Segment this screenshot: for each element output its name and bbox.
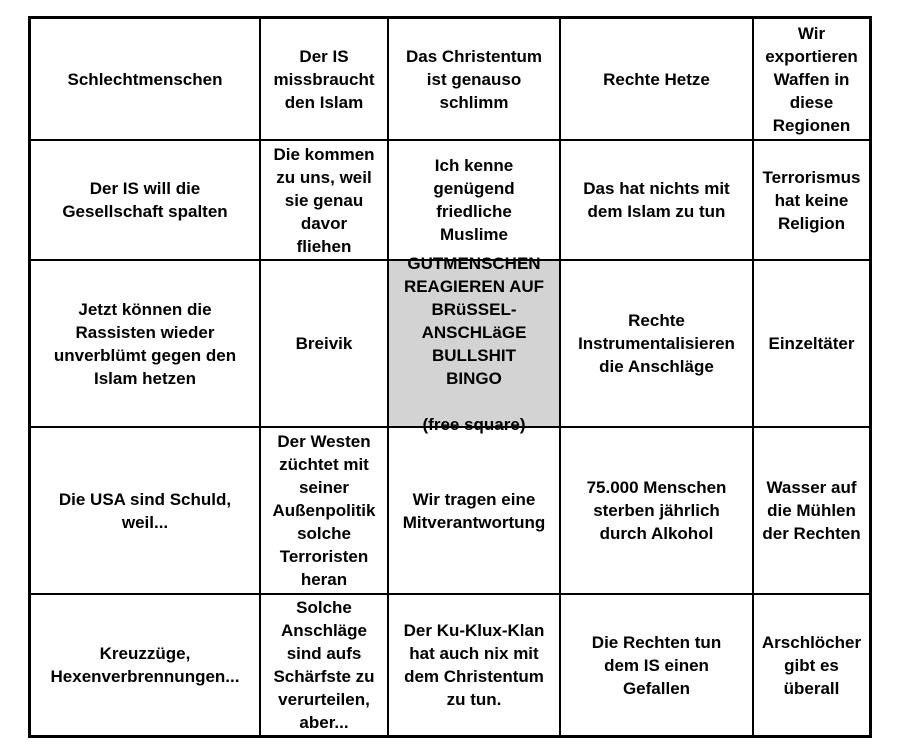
bingo-cell: Solche Anschläge sind aufs Schärfste zu verurteilen, aber... <box>261 595 389 735</box>
bingo-cell: Rechte Instrumentalisieren die Anschläge <box>561 261 754 428</box>
bingo-cell: Einzeltäter <box>754 261 869 428</box>
bingo-board <box>28 16 872 738</box>
bingo-cell: Das hat nichts mit dem Islam zu tun <box>561 141 754 261</box>
bingo-cell: Wir exportieren Waffen in diese Regionen <box>754 19 869 141</box>
free-square-label: (free square) <box>422 414 526 434</box>
bingo-cell: Die USA sind Schuld, weil... <box>31 428 261 595</box>
bingo-cell: Der Ku-Klux-Klan hat auch nix mit dem Christentum zu tun. <box>389 595 561 735</box>
bingo-cell: Ich kenne genügend friedliche Muslime <box>389 141 561 261</box>
bingo-cell: Terrorismus hat keine Religion <box>754 141 869 261</box>
bingo-cell: Der IS missbraucht den Islam <box>261 19 389 141</box>
bingo-cell: Schlechtmenschen <box>31 19 261 141</box>
bingo-cell: Der Westen züchtet mit seiner Außenpolitik solche Terroristen heran <box>261 428 389 595</box>
bingo-cell: Jetzt können die Rassisten wieder unverblümt gegen den Islam hetzen <box>31 261 261 428</box>
bingo-cell: 75.000 Menschen sterben jährlich durch Alkohol <box>561 428 754 595</box>
bingo-cell: Wasser auf die Mühlen der Rechten <box>754 428 869 595</box>
bingo-cell: Rechte Hetze <box>561 19 754 141</box>
bingo-cell: Der IS will die Gesellschaft spalten <box>31 141 261 261</box>
free-square-cell <box>389 253 561 434</box>
bingo-cell: Kreuzzüge, Hexenverbrennungen... <box>31 595 261 735</box>
bingo-cell: Breivik <box>261 261 389 428</box>
bingo-cell: Das Christentum ist genauso schlimm <box>389 19 561 141</box>
bingo-cell: Die Rechten tun dem IS einen Gefallen <box>561 595 754 735</box>
bingo-cell: Arschlöcher gibt es überall <box>761 632 862 698</box>
bingo-cell: Wir tragen eine Mitverantwortung <box>389 428 561 595</box>
bingo-cell: Die kommen zu uns, weil sie genau davor fliehen <box>261 141 389 261</box>
free-square-title: GUTMENSCHEN REAGIEREN AUF BRüSSEL- ANSCHLäGE BULLSHIT BINGO <box>403 253 545 388</box>
